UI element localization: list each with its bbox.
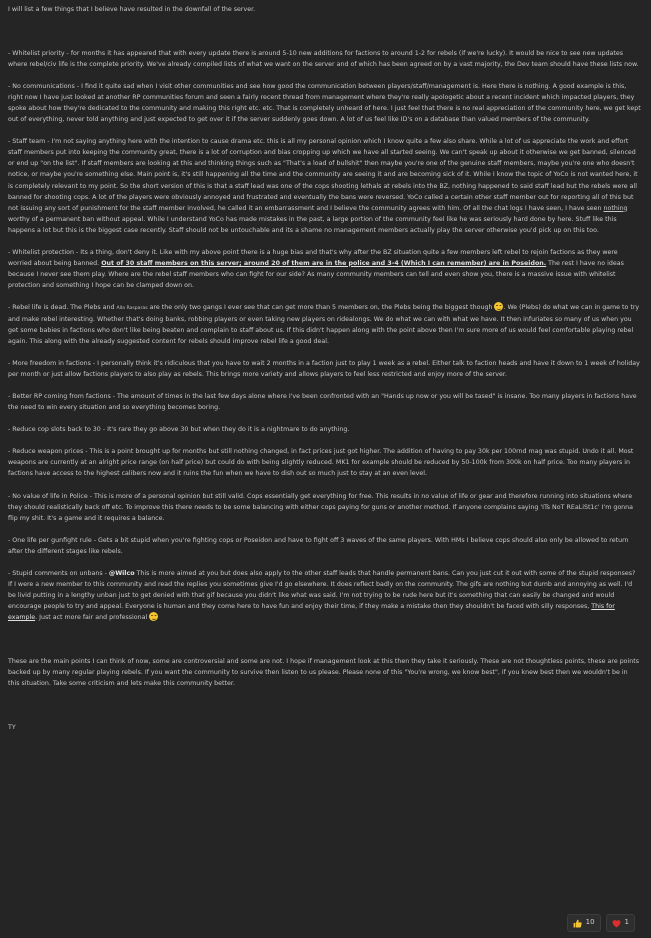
point-more-freedom: - More freedom in factions - I personally think it's ridiculous that you have to wait 2 months in a faction just to play 1 week as a rebel. Either talk to faction heads and have it down to 1 week of holiday per month or just allow factions players to also play as rebels. This brings more variety and allows players to feel less restricted and enjoy more of the server. <box>8 360 640 379</box>
point-reduce-weapon-prices: - Reduce weapon prices - This is a point brought up for months but still nothing changed, in fact prices just got higher. The addition of having to pay 30k per 100rnd mag was stupid. Undo it all. Most weapons are currently at an alright price range (on half price) but could do with being slightly reduced. MK1 for example should be reduced by 50-100k from 300k on half price. Too many players in factions have access to the highest calibers now and it ruins the fun when we have to dish out so much just to stay at an even level. <box>8 448 634 478</box>
stupid-comments-text-b: This is more aimed at you but does also apply to the other staff leads that handle permanent bans. Can you just cut it out with some of the stupid responses? If I were a new member to this community and read the replies you sometimes give I'd go elsewhere. It does reflect badly on the community. The gifs are nothing but dumb and annoying as well. I'd be livid putting in a lengthy unban just to get denied with that gif because you didn't like what was said. I'm not trying to be rude here but it's something that can easily be changed and would encourage people to try and appeal. Everyone is human and they come here to have fun and enjoy their time, if they make a mistake then they shouldn't be faced with silly responses, <box>8 569 636 610</box>
stupid-comments-text-c: . Just act more fair and professional <box>35 613 150 621</box>
intro-text: I will list a few things that I believe have resulted in the downfall of the server. <box>8 6 256 13</box>
rebel-life-text-a: - Rebel life is dead. The Plebs and <box>8 303 117 311</box>
point-staff-team <box>8 136 641 235</box>
point-no-value-of-life: - No value of life in Police - This is more of a personal opinion but still valid. Cops essentially get everything for free. This results in no value of life or gear and therefore running into situations where they should realistically back off etc. To improve this there needs to be some balancing with either cops paying for guns or another method. If anyone complains saying 'ITs NoT REaLiSt1c' I'm gonna flip my shit. It's a game and it requires a balance. <box>8 492 634 522</box>
mention-wilco[interactable]: @Wilco <box>108 569 135 577</box>
staff-team-text-a: - Staff team - I'm not saying anything here with the intention to cause drama etc. this is all my personal opinion which I know quite a few also share. While a lot of us appreciate the work and effort staff members put into keeping the community great, there is a lot of corruption and bias cropping up which we have all started seeing. We can't speak up about it otherwise we get banned, silenced or end up "on the list". If staff members are looking at this and thinking things such as "That's a load of bullshit" then maybe you're one of the genuine staff members, maybe you're one who doesn't notice, or maybe you're something else. Main point is, it's still happening all the time and the community are seeing it and are becoming sick of it. While I know the topic of YoCo is not wanted here, it is completely relevant to my point. So the short version of this is that a staff lead was one of the cops shooting lethals at rebels into the BZ, nothing happened to said staff lead but the rebels were all banned for shooting cops. A lot of the players were obviously annoyed and frustrated and eventually the bans were reversed. YoCo called a certain other staff member out for reporting all of this but not issuing any sort of punishment for the staff member involved, he called it an embarrassment and I believe the community agrees with him. Of all the chat logs I have seen, I have seen <box>8 138 638 212</box>
point-one-life: - One life per gunfight rule - Gets a bit stupid when you're fighting cops or Poseidon and have to fight off 3 waves of the same players. With HMs I believe cops should also only be allowed to return after the different stages like rebels. <box>8 536 629 555</box>
point-better-rp: - Better RP coming from factions - The amount of times in the last few days alone where I've been confronted with an "Hands up now or you will be tased" is insane. Too many players in factions have the need to win every situation and so everything becomes boring. <box>8 393 637 412</box>
point-whitelist-protection <box>8 247 641 291</box>
love-count: 1 <box>624 918 629 927</box>
point-rebel-life <box>8 302 641 347</box>
thumbs-up-icon <box>573 919 582 928</box>
like-count: 10 <box>585 918 595 927</box>
underlined-nothing: nothing <box>603 204 628 212</box>
whitelist-protection-bold: Out of 30 staff members on this server; around 20 of them are in the police and 3-4 (Which I can remember) are in Poseidon. <box>101 259 547 267</box>
point-reduce-cop-slots: - Reduce cop slots back to 30 - It's rare they go above 30 but when they do it is a nightmare to do anything. <box>8 426 350 434</box>
whitelist-protection-text-a: - Whitelist protection - Its a thing, don't deny it. Like with my above point there is a huge bias and that's why after the BZ situation quite a few members left rebel to rejoin factions as they were worried about being banned. <box>8 248 618 267</box>
love-reaction-button[interactable] <box>606 914 635 932</box>
staff-team-text-b: worthy of a permanent ban without appeal. While I understand YoCo has made mistakes in the past, a large portion of the community feel like he was seriously hard done by here. Stuff like this happens a lot but this is the biggest case recently. Staff should not be untouchable and its a shame no management members actually play the server otherwise you'd pick up on this too. <box>8 215 617 234</box>
stupid-comments-text-a: - Stupid comments on unbans - <box>8 569 109 577</box>
smile-emoji-icon <box>149 612 158 621</box>
point-no-communications: - No communications - I find it quite sad when I visit other communities and see how good the communication between players/staff/management is. Here there is nothing. A good example is this, right now I have just looked at another RP communities forum and seen a fairly recent thread from management where they're really apologetic about a recent incident which impacted players, they spoke about how they're dedicated to the community and making this right etc. etc. That is completely unheard of here. I just feel that there is no real appreciation of the community here, we get kept out of everything, never told anything and just expected to get over it if the server suddenly goes down. A lot of us feel like ID's on a database than valued members of the community. <box>8 83 641 124</box>
point-whitelist-priority: - Whitelist priority - for months it has appeared that with every update there is around 5-10 new additions for factions to around 1-2 for rebels (if we're lucky). It would be nice to see new updates where rebel/civ life is the complete priority. We've already compiled lists of what we want on the server and of which has been agreed on by a vast majority, the Dev team should have these lists now. <box>8 50 639 69</box>
whitelist-protection-text-b: The rest I have no ideas because I never see them play. Where are the rebel staff members who can fight for our side? As many community members can tell and even show you, there is a massive issue with whitelist protection and something I hope can be clamped down on. <box>8 259 624 289</box>
like-reaction-button[interactable] <box>567 914 601 932</box>
point-stupid-comments <box>8 568 641 623</box>
closing-paragraph: These are the main points I can think of now, some are controversial and some are not. I hope if management look at this then they take it seriously. These are not thoughtless points, these are points backed up by many regular playing rebels. If you want the community to survive then listen to us please. Please none of this "You're wrong, we know best", if you knew best then we wouldn't be in this situation. Take some criticism and lets make this community better. <box>8 657 640 688</box>
signoff: TY <box>8 724 16 732</box>
heart-icon <box>612 919 621 928</box>
post-body <box>8 4 641 733</box>
rebel-life-text-b: are the only two gangs I ever see that can get more than 5 members on, the Plebs being the biggest though <box>147 303 495 311</box>
rebel-life-text-c: . We (Plebs) do what we can in game to try and make rebel interesting. Whether that's doing banks, robbing players or even taking new players on ridealongs. We do what we can with what we have. It then infuriates so many of us when you get some babies in factions who don't like being beaten and complain to staff about us. If this didn't happen along with the point above then I'm sure more of us would feel comfortable playing rebel again. This along with the already suggested content for rebels should improve rebel life a good deal. <box>8 303 640 346</box>
reaction-bar <box>567 914 635 932</box>
this-for-example-link[interactable]: This for example <box>8 602 615 621</box>
rebel-life-small-text: Alla Rasparas <box>116 305 148 311</box>
